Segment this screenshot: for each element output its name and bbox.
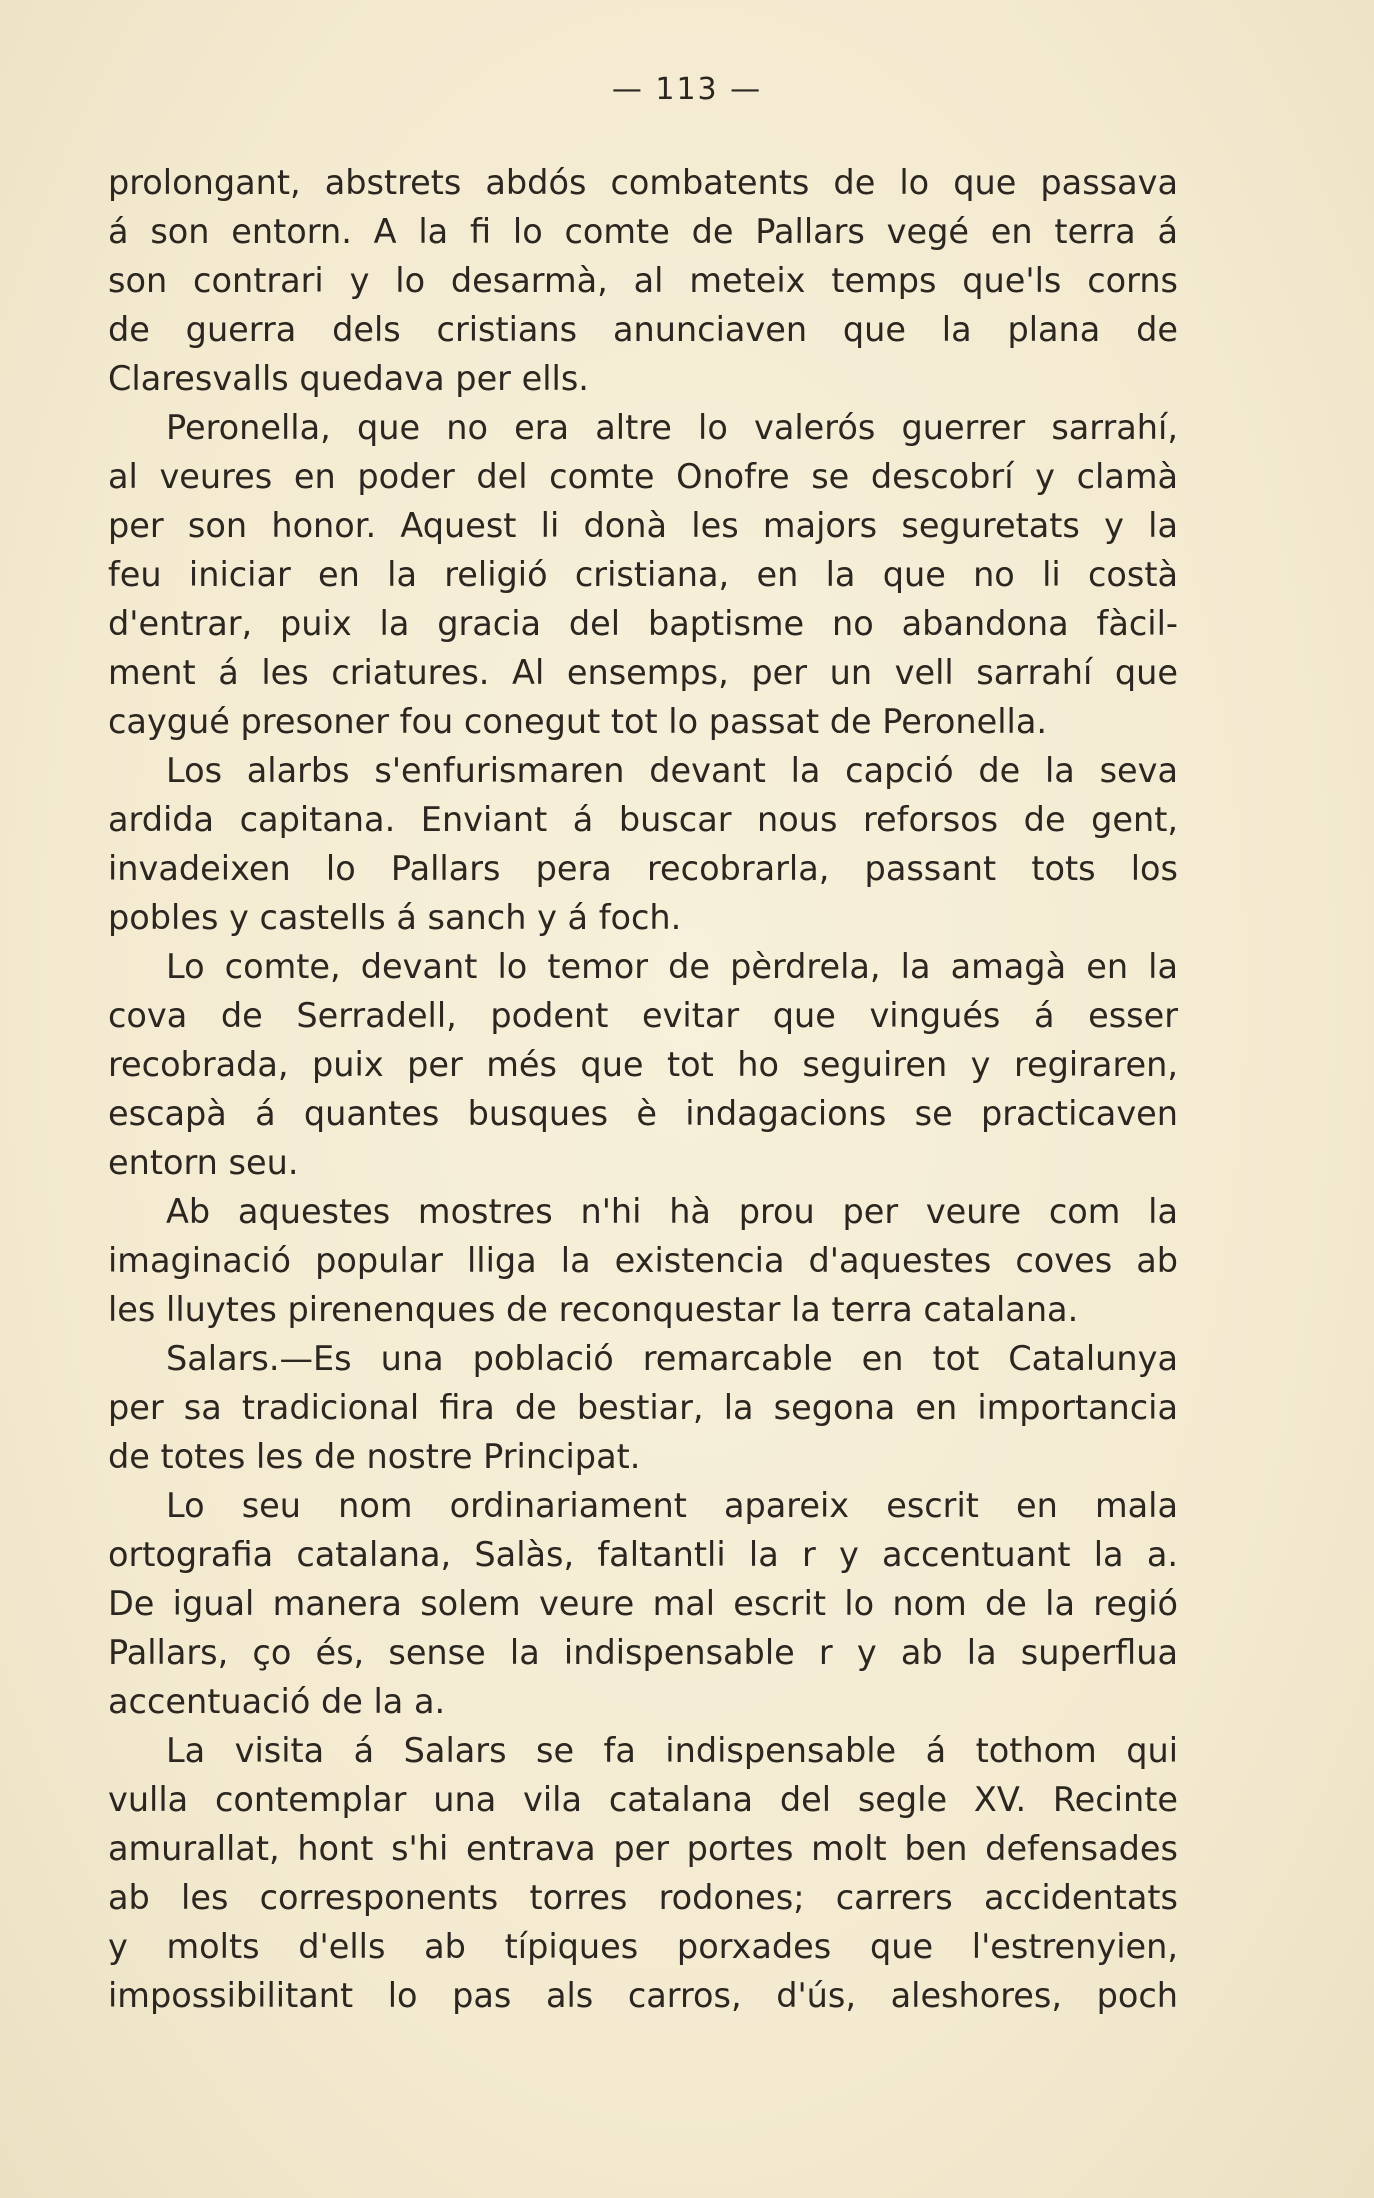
text-line: per son honor. Aquest li donà les majors seguretats y la <box>108 506 1178 545</box>
body-text <box>108 158 1178 2020</box>
text-line: pobles y castells á sanch y á foch. <box>108 898 682 937</box>
text-line: amurallat, hont s'hi entrava per portes molt ben defensades <box>108 1829 1178 1868</box>
text-line: y molts d'ells ab típiques porxades que l'estrenyien, <box>108 1927 1178 1966</box>
text-line: les lluytes pirenenques de reconquestar la terra catalana. <box>108 1290 1079 1329</box>
text-line: per sa tradicional fira de bestiar, la segona en importancia <box>108 1388 1178 1427</box>
text-line: cova de Serradell, podent evitar que vingués á esser <box>108 996 1178 1035</box>
text-line: Los alarbs s'enfurismaren devant la capció de la seva <box>166 751 1178 790</box>
text-line: caygué presoner fou conegut tot lo passat de Peronella. <box>108 702 1048 741</box>
text-line: accentuació de la a. <box>108 1682 446 1721</box>
text-line: ment á les criatures. Al ensemps, per un vell sarrahí que <box>108 653 1178 692</box>
text-line: entorn seu. <box>108 1143 299 1182</box>
text-line: impossibilitant lo pas als carros, d'ús, aleshores, poch <box>108 1976 1178 2015</box>
text-line: Lo seu nom ordinariament apareix escrit en mala <box>166 1486 1178 1525</box>
text-line: ortografia catalana, Salàs, faltantli la r y accentuant la a. <box>108 1535 1178 1574</box>
text-line: imaginació popular lliga la existencia d'aquestes coves ab <box>108 1241 1178 1280</box>
text-line: Lo comte, devant lo temor de pèrdrela, la amagà en la <box>166 947 1178 986</box>
text-line: recobrada, puix per més que tot ho seguiren y regiraren, <box>108 1045 1178 1084</box>
page-number: — 113 — <box>611 72 763 107</box>
text-line: Ab aquestes mostres n'hi hà prou per veure com la <box>166 1192 1178 1231</box>
text-line: de totes les de nostre Principat. <box>108 1437 641 1476</box>
text-line: d'entrar, puix la gracia del baptisme no abandona fàcil- <box>108 604 1178 643</box>
text-line: Salars.—Es una població remarcable en tot Catalunya <box>166 1339 1178 1378</box>
text-line: ab les corresponents torres rodones; carrers accidentats <box>108 1878 1178 1917</box>
text-line: ardida capitana. Enviant á buscar nous reforsos de gent, <box>108 800 1178 839</box>
text-line: vulla contemplar una vila catalana del segle XV. Recinte <box>108 1780 1178 1819</box>
text-line: escapà á quantes busques è indagacions se practicaven <box>108 1094 1178 1133</box>
text-line: Pallars, ço és, sense la indispensable r y ab la superflua <box>108 1633 1178 1672</box>
text-line: Peronella, que no era altre lo valerós guerrer sarrahí, <box>166 408 1178 447</box>
text-line: son contrari y lo desarmà, al meteix temps que'ls corns <box>108 261 1178 300</box>
text-line: de guerra dels cristians anunciaven que la plana de <box>108 310 1178 349</box>
text-line: Claresvalls quedava per ells. <box>108 359 589 398</box>
text-line: invadeixen lo Pallars pera recobrarla, passant tots los <box>108 849 1178 888</box>
text-line: prolongant, abstrets abdós combatents de lo que passava <box>108 163 1178 202</box>
text-line: De igual manera solem veure mal escrit lo nom de la regió <box>108 1584 1178 1623</box>
text-line: al veures en poder del comte Onofre se descobrí y clamà <box>108 457 1178 496</box>
text-line: á son entorn. A la fi lo comte de Pallars vegé en terra á <box>108 212 1178 251</box>
text-line: La visita á Salars se fa indispensable á tothom qui <box>166 1731 1178 1770</box>
text-line: feu iniciar en la religió cristiana, en la que no li costà <box>108 555 1178 594</box>
